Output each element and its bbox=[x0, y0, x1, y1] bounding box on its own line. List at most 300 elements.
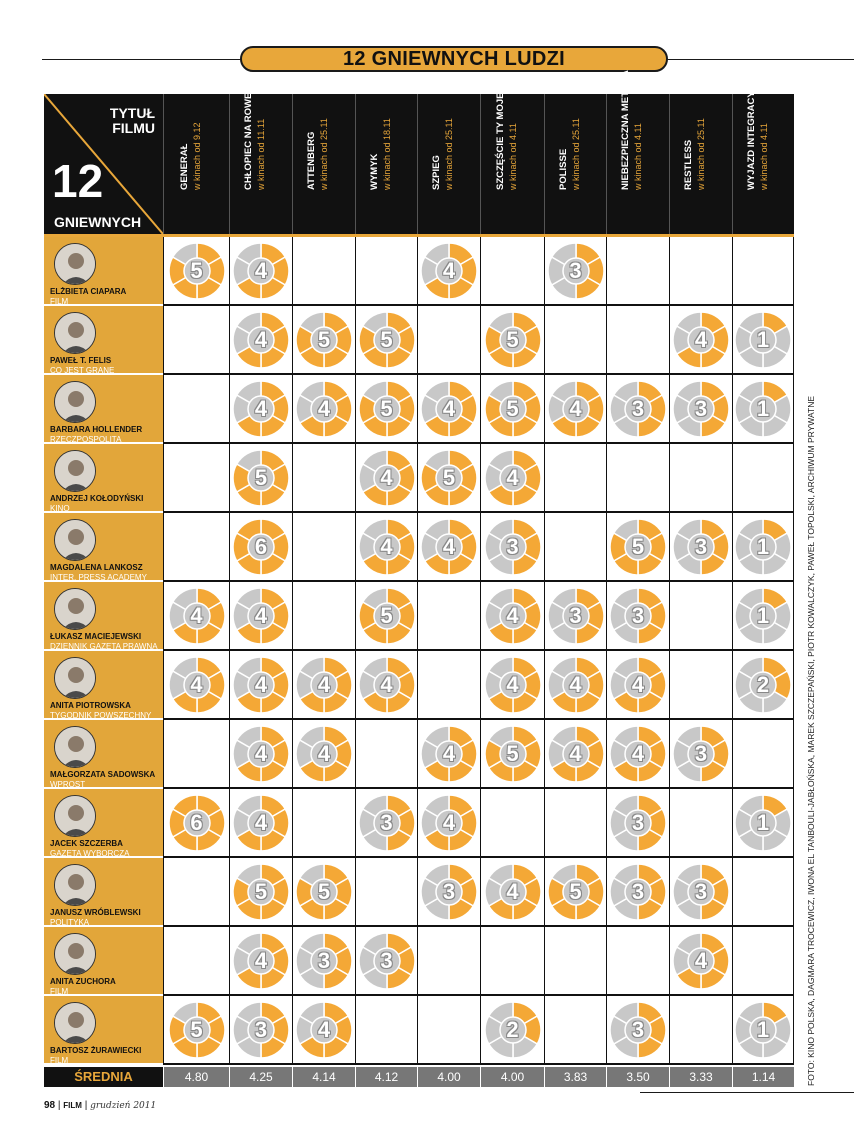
critic-publication: RZECZPOSPOLITA bbox=[50, 435, 122, 444]
rating-circle bbox=[484, 518, 542, 576]
footer-rule bbox=[640, 1092, 854, 1093]
critic-publication: FILM bbox=[50, 1056, 69, 1065]
rating-value: 1 bbox=[756, 326, 770, 352]
film-title: WYJAZD INTEGRACYJNY bbox=[745, 72, 757, 190]
rating-value: 3 bbox=[694, 395, 708, 421]
rating-circle bbox=[358, 518, 416, 576]
rating-value: 4 bbox=[254, 671, 268, 697]
average-value: 3.50 bbox=[606, 1067, 669, 1087]
rating-cell bbox=[480, 651, 544, 720]
rating-circle bbox=[672, 932, 730, 990]
rating-circle bbox=[232, 518, 290, 576]
rating-circle bbox=[609, 794, 667, 852]
film-title: WYMYK bbox=[368, 153, 380, 190]
rating-cell bbox=[606, 444, 669, 513]
rating-value: 4 bbox=[569, 395, 582, 421]
corner-label: GNIEWNYCH bbox=[54, 214, 142, 230]
rating-cell bbox=[732, 444, 794, 513]
rating-cell bbox=[480, 513, 544, 582]
rating-cell bbox=[163, 444, 229, 513]
rating-circle bbox=[420, 518, 478, 576]
rating-cell bbox=[163, 582, 229, 651]
rating-cell bbox=[292, 927, 355, 996]
rating-cell bbox=[292, 375, 355, 444]
rating-cell bbox=[606, 513, 669, 582]
rating-value: 4 bbox=[190, 602, 203, 628]
rating-circle bbox=[609, 656, 667, 714]
rating-value: 5 bbox=[380, 326, 393, 352]
film-release-date: w kinach od 11.11 bbox=[256, 118, 266, 190]
rating-cell bbox=[417, 789, 480, 858]
rating-cell bbox=[669, 237, 732, 306]
rating-cell bbox=[229, 996, 292, 1065]
rating-value: 3 bbox=[569, 257, 582, 283]
rating-value: 1 bbox=[756, 395, 770, 421]
rating-cell bbox=[669, 789, 732, 858]
rating-cell bbox=[163, 789, 229, 858]
rating-value: 3 bbox=[631, 809, 645, 835]
rating-cell bbox=[606, 858, 669, 927]
rating-cell bbox=[163, 927, 229, 996]
critic-avatar bbox=[54, 864, 96, 906]
critic-avatar bbox=[54, 519, 96, 561]
critic-cell bbox=[44, 513, 163, 582]
critic-avatar bbox=[54, 381, 96, 423]
average-value: 4.14 bbox=[292, 1067, 355, 1087]
rating-cell bbox=[480, 927, 544, 996]
rating-cell bbox=[292, 720, 355, 789]
film-header bbox=[544, 94, 606, 234]
rating-value: 4 bbox=[380, 464, 393, 490]
rating-cell bbox=[480, 237, 544, 306]
rating-cell bbox=[417, 306, 480, 375]
rating-cell bbox=[163, 237, 229, 306]
rating-cell bbox=[417, 720, 480, 789]
rating-circle bbox=[547, 656, 605, 714]
rating-cell bbox=[669, 996, 732, 1065]
rating-cell bbox=[606, 306, 669, 375]
rating-cell bbox=[355, 927, 417, 996]
corner-title: TYTUŁ FILMU bbox=[109, 105, 155, 136]
film-release-date: w kinach od 18.11 bbox=[381, 118, 392, 190]
rating-circle bbox=[420, 449, 478, 507]
rating-cell bbox=[292, 306, 355, 375]
average-value: 1.14 bbox=[732, 1067, 794, 1087]
rating-cell bbox=[417, 858, 480, 927]
header-corner bbox=[44, 94, 163, 234]
critic-publication: CO JEST GRANE bbox=[50, 366, 115, 375]
rating-cell bbox=[606, 720, 669, 789]
critic-avatar bbox=[54, 1002, 96, 1044]
critic-cell bbox=[44, 651, 163, 720]
rating-value: 4 bbox=[442, 533, 456, 559]
critic-cell bbox=[44, 720, 163, 789]
critic-name: ŁUKASZ MACIEJEWSKI bbox=[50, 632, 142, 641]
critic-name: JACEK SZCZERBA bbox=[50, 839, 123, 848]
film-header bbox=[417, 94, 480, 234]
rating-cell bbox=[417, 582, 480, 651]
rating-value: 1 bbox=[756, 1016, 770, 1042]
rating-circle bbox=[609, 380, 667, 438]
rating-cell bbox=[732, 375, 794, 444]
rating-value: 4 bbox=[506, 602, 519, 628]
rating-circle bbox=[295, 725, 353, 783]
rating-value: 5 bbox=[380, 395, 393, 421]
critic-publication: FILM bbox=[50, 987, 69, 996]
critic-name: MAGDALENA LANKOSZ bbox=[50, 563, 143, 572]
rating-value: 5 bbox=[506, 740, 519, 766]
rating-value: 4 bbox=[254, 947, 268, 973]
rating-circle bbox=[358, 656, 416, 714]
rating-value: 4 bbox=[694, 326, 708, 352]
rating-cell bbox=[732, 927, 794, 996]
critic-publication: POLITYKA bbox=[50, 918, 90, 927]
rating-value: 4 bbox=[569, 671, 582, 697]
rating-cell bbox=[480, 858, 544, 927]
rating-value: 5 bbox=[317, 326, 331, 352]
rating-cell bbox=[732, 858, 794, 927]
rating-cell bbox=[732, 582, 794, 651]
rating-value: 3 bbox=[569, 602, 582, 628]
rating-circle bbox=[484, 863, 542, 921]
rating-cell bbox=[544, 720, 606, 789]
rating-circle bbox=[609, 587, 667, 645]
rating-circle bbox=[168, 242, 226, 300]
rating-circle bbox=[358, 932, 416, 990]
rating-cell bbox=[606, 996, 669, 1065]
rating-cell bbox=[417, 996, 480, 1065]
rating-circle bbox=[295, 863, 353, 921]
rating-cell bbox=[229, 444, 292, 513]
rating-value: 4 bbox=[254, 395, 268, 421]
film-header bbox=[229, 73, 292, 234]
critic-name: MAŁGORZATA SADOWSKA bbox=[50, 770, 156, 779]
critic-publication: TYGODNIK POWSZECHNY bbox=[50, 711, 152, 720]
rating-value: 3 bbox=[631, 1016, 645, 1042]
rating-circle bbox=[672, 725, 730, 783]
rating-value: 5 bbox=[254, 878, 268, 904]
rating-cell bbox=[606, 651, 669, 720]
rating-circle bbox=[232, 587, 290, 645]
rating-circle bbox=[168, 656, 226, 714]
rating-circle bbox=[547, 863, 605, 921]
rating-circle bbox=[484, 449, 542, 507]
film-title: RESTLESS bbox=[683, 139, 694, 190]
rating-value: 3 bbox=[694, 740, 708, 766]
film-release-date: w kinach od 4.11 bbox=[633, 123, 643, 190]
photo-credit: FOTO: KINO POLSKA, DAGMARA TROCEWICZ, IWONA EL TANBOULI-JABŁOŃSKA, MAREK SZCZEPAŃSKI, PIOTR KOWALCZYK, PAWEŁ TOPOLSKI, ARCHIWUM PRYWATNE bbox=[806, 395, 816, 1086]
rating-cell bbox=[732, 720, 794, 789]
rating-circle bbox=[232, 794, 290, 852]
rating-cell bbox=[229, 582, 292, 651]
rating-cell bbox=[355, 582, 417, 651]
rating-value: 5 bbox=[190, 1016, 203, 1042]
rating-circle bbox=[672, 518, 730, 576]
rating-circle bbox=[295, 1001, 353, 1059]
film-title: GENERAŁ bbox=[178, 143, 190, 190]
rating-cell bbox=[417, 513, 480, 582]
rating-cell bbox=[732, 513, 794, 582]
rating-circle bbox=[672, 863, 730, 921]
rating-cell bbox=[163, 720, 229, 789]
page-title: 12 GNIEWNYCH LUDZI bbox=[240, 46, 668, 72]
rating-circle bbox=[358, 794, 416, 852]
rating-cell bbox=[355, 444, 417, 513]
rating-circle bbox=[358, 380, 416, 438]
critic-name: ANITA ZUCHORA bbox=[50, 977, 116, 986]
critic-name: BARBARA HOLLENDER bbox=[50, 425, 143, 434]
rating-circle bbox=[168, 1001, 226, 1059]
rating-value: 5 bbox=[380, 602, 393, 628]
rating-cell bbox=[732, 651, 794, 720]
critic-cell bbox=[44, 582, 163, 651]
page-number: 98 bbox=[44, 1100, 56, 1111]
rating-circle bbox=[232, 311, 290, 369]
rating-cell bbox=[544, 444, 606, 513]
page-footer: 98 | FILM | grudzień 2011 bbox=[44, 1100, 157, 1111]
rating-cell bbox=[669, 858, 732, 927]
rating-value: 4 bbox=[631, 740, 645, 766]
rating-cell bbox=[229, 375, 292, 444]
rating-cell bbox=[417, 237, 480, 306]
average-value: 3.83 bbox=[544, 1067, 606, 1087]
rating-cell bbox=[229, 306, 292, 375]
rating-cell bbox=[292, 444, 355, 513]
average-label: ŚREDNIA bbox=[44, 1067, 163, 1087]
rating-cell bbox=[163, 306, 229, 375]
rating-circle bbox=[232, 380, 290, 438]
rating-value: 4 bbox=[254, 602, 268, 628]
rating-circle bbox=[232, 863, 290, 921]
rating-circle bbox=[295, 380, 353, 438]
rating-cell bbox=[732, 996, 794, 1065]
rating-cell bbox=[669, 306, 732, 375]
rating-circle bbox=[168, 587, 226, 645]
rating-circle bbox=[484, 380, 542, 438]
critic-cell bbox=[44, 858, 163, 927]
rating-value: 4 bbox=[317, 395, 331, 421]
rating-circle bbox=[672, 380, 730, 438]
rating-value: 4 bbox=[254, 809, 268, 835]
critic-name: ANDRZEJ KOŁODYŃSKI bbox=[50, 494, 144, 503]
rating-circle bbox=[295, 311, 353, 369]
rating-cell bbox=[544, 582, 606, 651]
rating-value: 4 bbox=[254, 257, 268, 283]
rating-cell bbox=[480, 789, 544, 858]
film-release-date: w kinach od 4.11 bbox=[758, 123, 769, 190]
rating-cell bbox=[229, 651, 292, 720]
rating-value: 6 bbox=[190, 809, 203, 835]
corner-number: 12 bbox=[52, 155, 104, 207]
rating-value: 6 bbox=[254, 533, 268, 559]
rating-circle bbox=[609, 863, 667, 921]
rating-circle bbox=[734, 380, 792, 438]
rating-value: 4 bbox=[442, 257, 456, 283]
rating-value: 4 bbox=[442, 809, 456, 835]
rating-cell bbox=[292, 582, 355, 651]
rating-value: 4 bbox=[317, 1016, 331, 1042]
critic-avatar bbox=[54, 450, 96, 492]
rating-circle bbox=[420, 794, 478, 852]
rating-circle bbox=[358, 587, 416, 645]
rating-value: 4 bbox=[506, 464, 519, 490]
rating-cell bbox=[355, 720, 417, 789]
rating-cell bbox=[544, 789, 606, 858]
rating-cell bbox=[355, 375, 417, 444]
rating-value: 1 bbox=[756, 809, 770, 835]
film-header bbox=[355, 94, 417, 234]
rating-cell bbox=[480, 720, 544, 789]
rating-value: 2 bbox=[756, 671, 770, 697]
rating-cell bbox=[163, 996, 229, 1065]
critic-publication: FILM bbox=[50, 297, 69, 306]
rating-circle bbox=[484, 587, 542, 645]
critic-publication: GAZETA WYBORCZA bbox=[50, 849, 130, 858]
rating-circle bbox=[168, 794, 226, 852]
critic-cell bbox=[44, 996, 163, 1065]
rating-value: 5 bbox=[506, 326, 519, 352]
rating-cell bbox=[669, 720, 732, 789]
rating-value: 3 bbox=[442, 878, 456, 904]
critic-name: ANITA PIOTROWSKA bbox=[50, 701, 131, 710]
critic-name: ELŻBIETA CIAPARA bbox=[50, 287, 127, 296]
rating-circle bbox=[734, 794, 792, 852]
rating-circle bbox=[734, 1001, 792, 1059]
rating-cell bbox=[606, 375, 669, 444]
rating-value: 4 bbox=[442, 740, 456, 766]
film-header bbox=[669, 94, 732, 234]
rating-circle bbox=[484, 656, 542, 714]
average-value: 4.80 bbox=[163, 1067, 229, 1087]
rating-circle bbox=[358, 311, 416, 369]
critic-avatar bbox=[54, 312, 96, 354]
rating-cell bbox=[355, 237, 417, 306]
critic-cell bbox=[44, 306, 163, 375]
rating-cell bbox=[669, 375, 732, 444]
film-title: SZCZĘŚCIE TY MOJE bbox=[494, 92, 506, 190]
critic-avatar bbox=[54, 795, 96, 837]
rating-cell bbox=[355, 789, 417, 858]
rating-value: 4 bbox=[631, 671, 645, 697]
rating-cell bbox=[544, 306, 606, 375]
rating-circle bbox=[420, 242, 478, 300]
rating-cell bbox=[355, 513, 417, 582]
rating-value: 5 bbox=[317, 878, 331, 904]
rating-cell bbox=[292, 651, 355, 720]
critic-avatar bbox=[54, 726, 96, 768]
rating-circle bbox=[734, 587, 792, 645]
rating-value: 5 bbox=[631, 533, 645, 559]
rating-cell bbox=[417, 651, 480, 720]
film-header bbox=[732, 72, 794, 234]
film-title: CHŁOPIEC NA ROWERZE bbox=[243, 73, 254, 190]
rating-cell bbox=[669, 513, 732, 582]
critic-cell bbox=[44, 237, 163, 306]
rating-circle bbox=[484, 1001, 542, 1059]
critic-cell bbox=[44, 375, 163, 444]
rating-circle bbox=[672, 311, 730, 369]
critic-publication: WPROST bbox=[50, 780, 86, 789]
rating-value: 3 bbox=[694, 878, 708, 904]
rating-cell bbox=[163, 513, 229, 582]
rating-cell bbox=[292, 237, 355, 306]
rating-circle bbox=[420, 863, 478, 921]
rating-circle bbox=[232, 1001, 290, 1059]
average-value: 4.00 bbox=[480, 1067, 544, 1087]
critic-avatar bbox=[54, 657, 96, 699]
average-value: 4.25 bbox=[229, 1067, 292, 1087]
film-release-date: w kinach od 25.11 bbox=[570, 118, 581, 190]
rating-circle bbox=[484, 725, 542, 783]
rating-value: 4 bbox=[380, 671, 393, 697]
average-value: 4.12 bbox=[355, 1067, 417, 1087]
rating-cell bbox=[669, 651, 732, 720]
rating-cell bbox=[417, 927, 480, 996]
rating-circle bbox=[358, 449, 416, 507]
film-release-date: w kinach od 25.11 bbox=[319, 118, 329, 190]
rating-value: 3 bbox=[506, 533, 519, 559]
film-release-date: w kinach od 9.12 bbox=[191, 122, 202, 190]
rating-value: 5 bbox=[442, 464, 456, 490]
rating-value: 4 bbox=[254, 326, 268, 352]
issue-date: grudzień 2011 bbox=[90, 1101, 157, 1111]
critic-cell bbox=[44, 789, 163, 858]
rating-cell bbox=[480, 582, 544, 651]
film-release-date: w kinach od 25.11 bbox=[444, 118, 454, 190]
rating-cell bbox=[544, 237, 606, 306]
rating-cell bbox=[544, 858, 606, 927]
rating-cell bbox=[229, 513, 292, 582]
rating-cell bbox=[292, 789, 355, 858]
rating-cell bbox=[229, 789, 292, 858]
rating-cell bbox=[544, 513, 606, 582]
rating-value: 3 bbox=[631, 878, 645, 904]
rating-value: 4 bbox=[380, 533, 393, 559]
rating-value: 4 bbox=[569, 740, 582, 766]
rating-circle bbox=[609, 1001, 667, 1059]
rating-value: 4 bbox=[506, 878, 519, 904]
rating-value: 3 bbox=[254, 1016, 268, 1042]
critic-name: JANUSZ WRÓBLEWSKI bbox=[50, 908, 141, 917]
film-header bbox=[292, 94, 355, 234]
rating-cell bbox=[229, 237, 292, 306]
rating-circle bbox=[734, 656, 792, 714]
critic-publication: DZIENNIK GAZETA PRAWNA bbox=[50, 642, 158, 651]
rating-cell bbox=[732, 306, 794, 375]
rating-cell bbox=[229, 720, 292, 789]
rating-circle bbox=[420, 380, 478, 438]
rating-value: 3 bbox=[694, 533, 708, 559]
critic-avatar bbox=[54, 933, 96, 975]
rating-cell bbox=[606, 582, 669, 651]
rating-value: 4 bbox=[317, 740, 331, 766]
rating-value: 4 bbox=[317, 671, 331, 697]
rating-cell bbox=[669, 582, 732, 651]
rating-circle bbox=[232, 725, 290, 783]
rating-cell bbox=[544, 927, 606, 996]
critic-publication: INTER. PRESS ACADEMY bbox=[50, 573, 147, 582]
critic-avatar bbox=[54, 588, 96, 630]
film-title: NIEBEZPIECZNA METODA bbox=[620, 70, 631, 190]
rating-cell bbox=[606, 789, 669, 858]
film-title: ATTENBERG bbox=[306, 131, 317, 190]
rating-cell bbox=[163, 375, 229, 444]
rating-circle bbox=[232, 449, 290, 507]
critic-publication: KINO bbox=[50, 504, 70, 513]
rating-value: 3 bbox=[631, 602, 645, 628]
rating-value: 3 bbox=[380, 809, 393, 835]
rating-cell bbox=[544, 651, 606, 720]
